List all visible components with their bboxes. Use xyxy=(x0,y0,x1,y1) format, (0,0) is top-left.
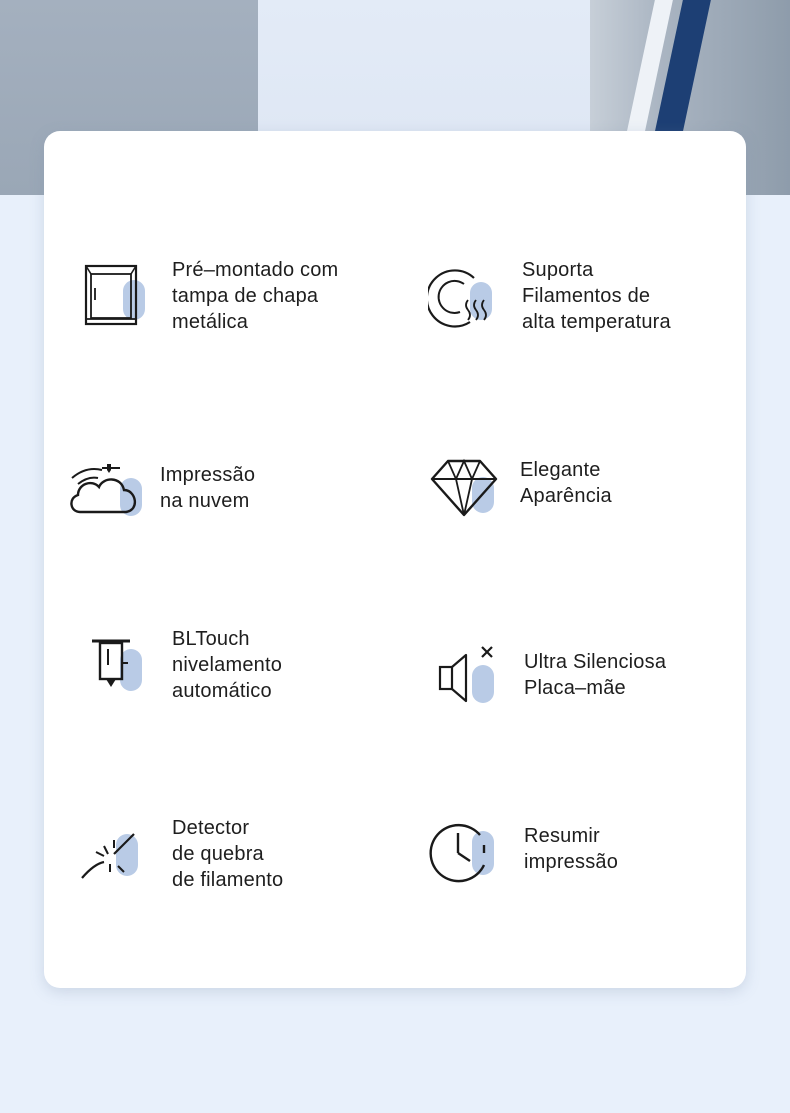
feature-item-premounted xyxy=(78,257,338,335)
feature-item-bltouch xyxy=(82,626,282,704)
diamond-icon xyxy=(428,451,500,523)
feature-item-filament-detector xyxy=(74,815,283,893)
feature-label: Pré–montado com tampa de chapa metálica xyxy=(172,259,339,333)
speaker-mute-icon xyxy=(428,639,500,711)
feature-label: Resumir impressão xyxy=(524,825,619,873)
feature-label: Suporta Filamentos de alta temperatura xyxy=(522,259,671,333)
feature-item-elegant xyxy=(428,451,612,523)
feature-item-cloud-print xyxy=(66,452,255,524)
cloud-print-icon xyxy=(66,452,150,524)
feature-label: Detector de quebra de filamento xyxy=(172,817,284,891)
feature-label: Ultra Silenciosa Placa–mãe xyxy=(524,651,667,699)
bltouch-probe-icon xyxy=(82,629,154,701)
clock-resume-icon xyxy=(428,813,500,885)
feature-label: Elegante Aparência xyxy=(520,459,612,507)
feature-label: Impressão na nuvem xyxy=(160,464,256,512)
feature-item-high-temp xyxy=(428,257,671,335)
feature-item-resume-print xyxy=(428,813,618,885)
feature-item-silent-board xyxy=(428,639,666,711)
heat-filament-icon xyxy=(428,260,500,332)
feature-label: BLTouch nivelamento automático xyxy=(172,628,283,702)
enclosure-icon xyxy=(78,260,150,332)
features-card xyxy=(44,131,746,988)
filament-break-icon xyxy=(74,818,146,890)
